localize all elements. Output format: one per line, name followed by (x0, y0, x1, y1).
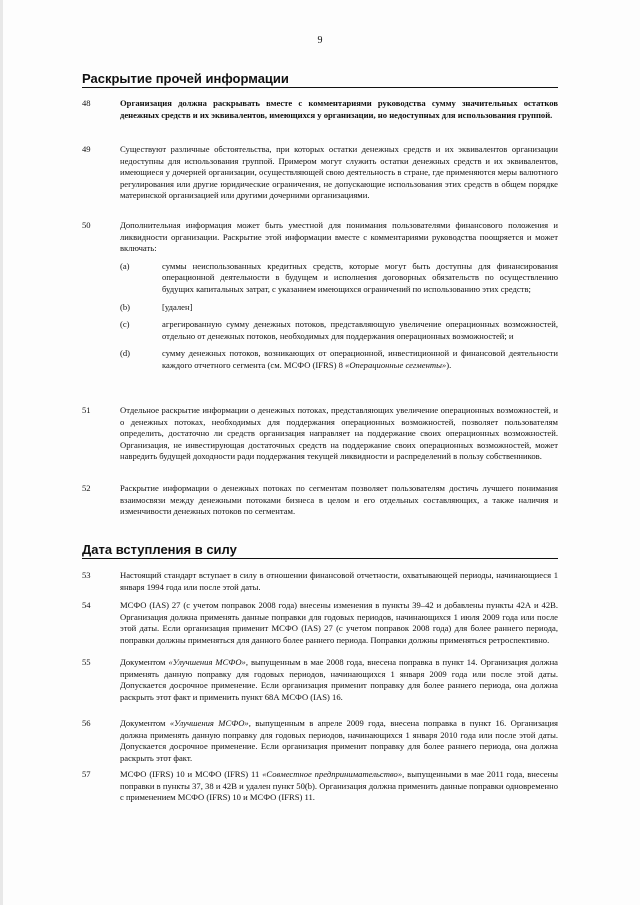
paragraph-text: Раскрытие информации о денежных потоках по сегментам позволяет пользователям достичь лучшего понимания взаимосвязи между денежными потоками бизнеса в целом и его отдельных составляющих, а также наличия и изменчивости денежных потоков по сегментам. (120, 483, 558, 517)
paragraph-55 (82, 657, 558, 703)
paragraph-text: Документом «Улучшения МСФО», выпущенным в мае 2008 года, внесена поправка в пункт 14. Организация должна применять данную поправку для годовых периодов, начинающихся 1 января 2009 года или после этой даты. Допускается досрочное применение. Если организация применит поправку для более раннего периода, она должна раскрыть этот факт и применить пункт 68А МСФО (IAS) 16. (120, 657, 558, 702)
list-item (120, 348, 558, 371)
list-text: сумму денежных потоков, возникающих от операционной, инвестиционной и финансовой деятельности каждого отчетного сегмента (см. МСФО (IFRS) 8 (162, 348, 558, 370)
list-text: [удален] (162, 301, 193, 312)
list-text-tail: ). (446, 359, 452, 370)
paragraph-text: Существуют различные обстоятельства, при которых остатки денежных средств и их эквивалентов организации недоступны для использования группой. Примером могут служить остатки денежных средств и их эквивалентов, имеющиеся у дочерней организации, осуществляющей свою деятельность в стране, где применяются меры валютного регулирования или другие юридические ограничения, не допускающие использования этих средств в общем порядке материнской организацией или другими дочерними организациями. (120, 144, 558, 201)
paragraph-text: МСФО (IAS) 27 (с учетом поправок 2008 года) внесены изменения в пункты 39–42 и добавлены пункты 42А и 42В. Организация должна применять данные поправки для годовых периодов, начинающихся 1 июля 2009 года или после этой даты. Если организация применит МСФО (IAS) 27 (с учетом поправок 2008 года) для более раннего периода, поправки должны применяться для данного более раннего периода. Поправки должны применяться ретроспективно. (120, 600, 558, 645)
list-text: агрегированную сумму денежных потоков, представляющую увеличение операционных возможностей, отдельно от денежных потоков, необходимых для поддержания операционных возможностей; и (162, 319, 558, 341)
paragraph-54 (82, 600, 558, 646)
section-heading-other-disclosures: Раскрытие прочей информации (82, 72, 558, 88)
paragraph-49 (82, 144, 558, 202)
paragraph-50 (82, 220, 558, 372)
paragraph-number: 51 (82, 405, 91, 415)
scan-edge (0, 0, 3, 905)
page-number: 9 (317, 35, 323, 46)
document-title: «Улучшения МСФО» (168, 657, 246, 667)
list-item (120, 319, 558, 342)
paragraph-number: 55 (82, 657, 91, 667)
paragraph-number: 49 (82, 144, 91, 154)
list-item (120, 261, 558, 296)
list-text: суммы неиспользованных кредитных средств, которые могут быть доступны для финансирования операционной деятельности в будущем и исполнения договорных обязательств по осуществлению будущих капитальных затрат, с указанием имеющихся ограничений по использованию этих средств; (162, 260, 558, 294)
paragraph-51 (82, 405, 558, 463)
paragraph-text: Организация должна раскрывать вместе с комментариями руководства сумму значительных остатков денежных средств и их эквивалентов, имеющихся у организации, но недоступных для использования группой. (120, 98, 558, 120)
list-label: (a) (120, 260, 130, 271)
document-title: «Улучшения МСФО» (169, 718, 249, 728)
list-label: (c) (120, 319, 130, 330)
list-label: (b) (120, 301, 131, 312)
paragraph-57 (82, 769, 558, 804)
paragraph-number: 53 (82, 570, 91, 580)
section-heading-effective-date: Дата вступления в силу (82, 543, 558, 559)
paragraph-number: 56 (82, 718, 91, 728)
paragraph-53 (82, 570, 558, 593)
paragraph-text: Дополнительная информация может быть уместной для понимания пользователями финансового положения и ликвидности организации. Раскрытие этой информации вместе с комментариями руководства поощряется и может включать: (120, 220, 558, 254)
paragraph-text: МСФО (IFRS) 10 и МСФО (IFRS) 11 «Совместное предпринимательство», выпущенными в мае 2011 года, внесены поправки в пункты 37, 38 и 42В и удален пункт 50(b). Организация должна применить данные поправки одновременно с применением МСФО (IFRS) 10 и МСФО (IFRS) 11. (120, 769, 558, 803)
standard-title: «Операционные сегменты» (345, 359, 447, 370)
paragraph-text: Настоящий стандарт вступает в силу в отношении финансовой отчетности, охватывающей периоды, начинающиеся 1 января 1994 года или после этой даты. (120, 570, 558, 592)
list-label: (d) (120, 348, 131, 359)
paragraph-48 (82, 98, 558, 121)
list-item (120, 302, 558, 314)
paragraph-number: 52 (82, 483, 91, 493)
paragraph-56 (82, 718, 558, 764)
paragraph-number: 48 (82, 98, 91, 108)
paragraph-number: 57 (82, 769, 91, 779)
paragraph-text: Документом «Улучшения МСФО», выпущенным в апреле 2009 года, внесена поправка в пункт 16. Организация должна применять данную поправку для годовых периодов, начинающихся 1 января 2010 года или после этой даты. Допускается досрочное применение. Если организация применит поправку для более раннего периода, она должна раскрыть этот факт. (120, 718, 559, 763)
standard-title: «Совместное предпринимательство» (262, 769, 403, 779)
paragraph-number: 50 (82, 220, 91, 230)
paragraph-text: Отдельное раскрытие информации о денежных потоках, представляющих увеличение операционных возможностей, и о денежных потоках, необходимых для поддержания операционных возможностей, позволяет пользователям определить, достаточно ли средств организация направляет на поддержание своих операционных возможностей. Организация, не инвестирующая достаточных средств на поддержание своих операционных возможностей, может навредить будущей доходности ради поддержания текущей ликвидности и распределений в пользу собственников. (120, 405, 558, 462)
paragraph-52 (82, 483, 558, 518)
paragraph-number: 54 (82, 600, 91, 610)
